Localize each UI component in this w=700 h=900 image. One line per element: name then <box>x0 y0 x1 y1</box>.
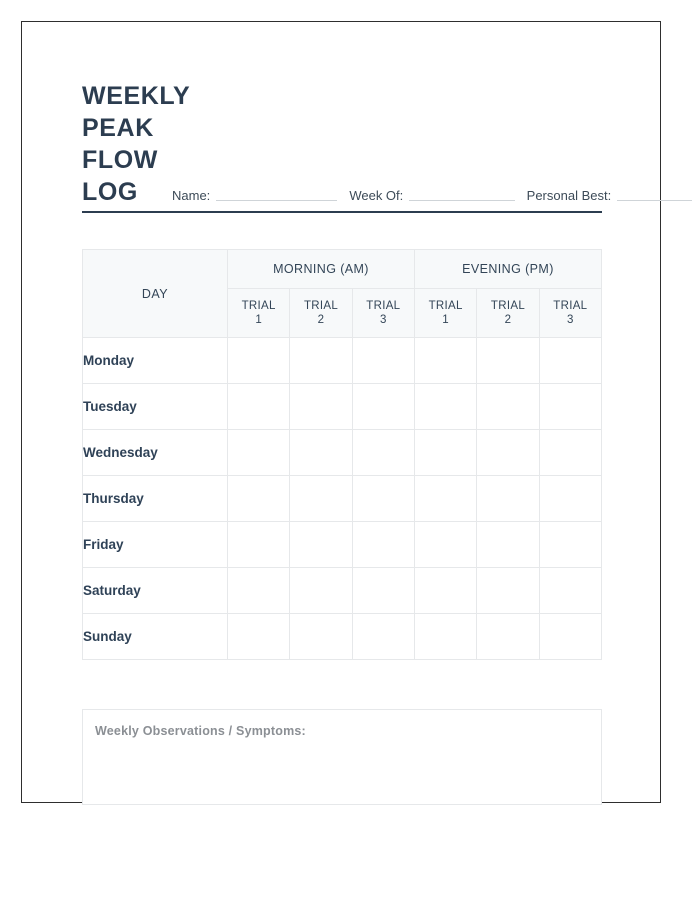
table-head <box>83 250 602 338</box>
reading-input-cell[interactable] <box>228 522 290 568</box>
reading-input-cell[interactable] <box>414 430 476 476</box>
reading-input-cell[interactable] <box>352 430 414 476</box>
reading-input-cell[interactable] <box>290 476 352 522</box>
reading-input-cell[interactable] <box>477 338 539 384</box>
column-header-trial <box>477 289 539 338</box>
reading-input-cell[interactable] <box>228 476 290 522</box>
table-row <box>83 476 602 522</box>
reading-input-cell[interactable] <box>477 476 539 522</box>
day-label-cell: Saturday <box>83 568 228 614</box>
reading-input-cell[interactable] <box>228 568 290 614</box>
reading-input-cell[interactable] <box>290 384 352 430</box>
reading-input-cell[interactable] <box>539 384 601 430</box>
day-label-cell: Monday <box>83 338 228 384</box>
reading-input-cell[interactable] <box>477 384 539 430</box>
reading-input-cell[interactable] <box>352 568 414 614</box>
peak-flow-table-container <box>82 249 602 660</box>
personal-best-field[interactable] <box>527 188 692 203</box>
column-header-day: DAY <box>83 250 228 338</box>
weekly-observations-label: Weekly Observations / Symptoms: <box>95 724 306 738</box>
column-group-header-evening: EVENING (PM) <box>414 250 601 289</box>
reading-input-cell[interactable] <box>290 430 352 476</box>
reading-input-cell[interactable] <box>352 614 414 660</box>
table-row <box>83 384 602 430</box>
day-label-cell: Tuesday <box>83 384 228 430</box>
day-label-cell: Sunday <box>83 614 228 660</box>
trial-header-word: TRIAL <box>366 300 401 312</box>
week-of-field[interactable] <box>349 188 514 203</box>
table-row <box>83 338 602 384</box>
reading-input-cell[interactable] <box>352 338 414 384</box>
trial-header-word: TRIAL <box>303 300 339 312</box>
reading-input-cell[interactable] <box>352 476 414 522</box>
column-header-trial <box>290 289 352 338</box>
trial-header-number: 1 <box>442 314 449 326</box>
table-row <box>83 568 602 614</box>
meta-fields <box>172 188 692 203</box>
week-of-field-rule[interactable] <box>409 200 514 201</box>
reading-input-cell[interactable] <box>414 522 476 568</box>
personal-best-field-rule[interactable] <box>617 200 692 201</box>
day-label-cell: Thursday <box>83 476 228 522</box>
reading-input-cell[interactable] <box>539 614 601 660</box>
page-title-line: PEAK <box>82 114 154 142</box>
reading-input-cell[interactable] <box>414 568 476 614</box>
reading-input-cell[interactable] <box>414 384 476 430</box>
week-of-field-label: Week Of: <box>349 188 404 203</box>
table-group-header-row <box>83 250 602 289</box>
table-row <box>83 614 602 660</box>
masthead-divider <box>82 211 602 213</box>
trial-header-number: 2 <box>317 314 325 326</box>
reading-input-cell[interactable] <box>228 338 290 384</box>
column-header-trial <box>228 289 290 338</box>
trial-header-word: TRIAL <box>490 300 526 312</box>
reading-input-cell[interactable] <box>477 522 539 568</box>
reading-input-cell[interactable] <box>414 476 476 522</box>
column-header-trial <box>539 289 601 338</box>
page-title-line: FLOW <box>82 146 158 174</box>
reading-input-cell[interactable] <box>290 568 352 614</box>
reading-input-cell[interactable] <box>539 338 601 384</box>
table-row <box>83 522 602 568</box>
name-field-rule[interactable] <box>216 200 337 201</box>
reading-input-cell[interactable] <box>414 614 476 660</box>
table-body <box>83 338 602 660</box>
trial-header-number: 3 <box>566 314 574 326</box>
reading-input-cell[interactable] <box>352 384 414 430</box>
reading-input-cell[interactable] <box>352 522 414 568</box>
masthead <box>82 80 612 214</box>
reading-input-cell[interactable] <box>539 522 601 568</box>
personal-best-field-label: Personal Best: <box>526 188 612 203</box>
trial-header-number: 1 <box>255 314 263 326</box>
page-title <box>82 80 191 208</box>
reading-input-cell[interactable] <box>290 614 352 660</box>
page-title-line: LOG <box>82 178 138 206</box>
reading-input-cell[interactable] <box>414 338 476 384</box>
day-label-cell: Wednesday <box>83 430 228 476</box>
reading-input-cell[interactable] <box>539 568 601 614</box>
trial-header-number: 3 <box>379 314 387 326</box>
page-title-line: WEEKLY <box>82 82 191 110</box>
column-header-trial <box>414 289 476 338</box>
trial-header-word: TRIAL <box>428 300 463 312</box>
reading-input-cell[interactable] <box>290 522 352 568</box>
trial-header-word: TRIAL <box>553 300 588 312</box>
reading-input-cell[interactable] <box>228 384 290 430</box>
reading-input-cell[interactable] <box>228 430 290 476</box>
reading-input-cell[interactable] <box>290 338 352 384</box>
peak-flow-table <box>82 249 602 660</box>
reading-input-cell[interactable] <box>477 568 539 614</box>
reading-input-cell[interactable] <box>477 430 539 476</box>
column-header-trial <box>352 289 414 338</box>
reading-input-cell[interactable] <box>539 476 601 522</box>
trial-header-number: 2 <box>504 314 512 326</box>
reading-input-cell[interactable] <box>539 430 601 476</box>
name-field[interactable] <box>172 188 337 203</box>
reading-input-cell[interactable] <box>477 614 539 660</box>
weekly-observations-box[interactable] <box>82 709 602 805</box>
day-label-cell: Friday <box>83 522 228 568</box>
reading-input-cell[interactable] <box>228 614 290 660</box>
name-field-label: Name: <box>172 188 211 203</box>
table-row <box>83 430 602 476</box>
column-group-header-morning: MORNING (AM) <box>228 250 415 289</box>
trial-header-word: TRIAL <box>241 300 276 312</box>
